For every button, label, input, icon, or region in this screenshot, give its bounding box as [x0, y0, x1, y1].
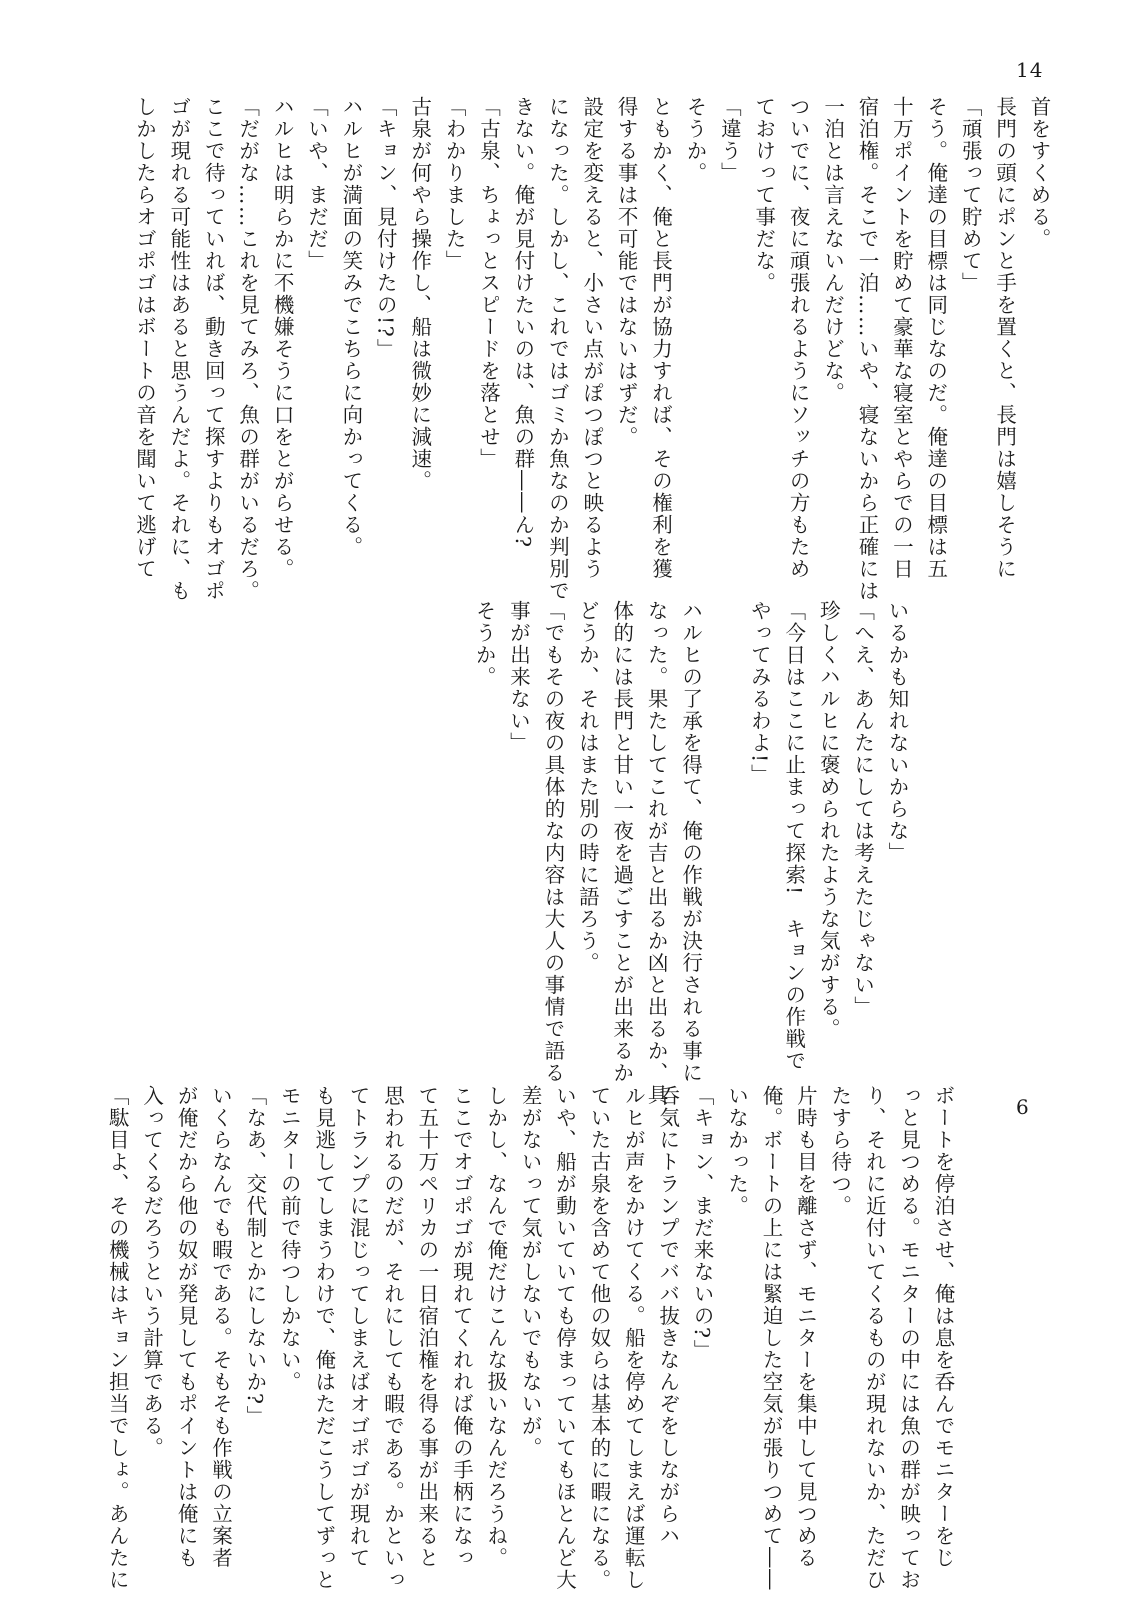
text-column: り、それに近付いてくるものが現れないか、ただひ: [862, 1085, 887, 1591]
text-column: っと見つめる。モニターの中には魚の群が映ってお: [896, 1085, 921, 1591]
text-column: そうか。: [472, 600, 497, 688]
text-column: 「古泉、ちょっとスピードを落とせ」: [476, 96, 501, 470]
text-column: しかし、なんで俺だけこんな扱いなんだろうね。: [483, 1085, 508, 1569]
text-column: なった。果たしてこれが吉と出るか凶と出るか、具: [644, 600, 669, 1106]
text-block-lower: [100, 1085, 960, 1591]
text-column: 差がないって気がしないでもないが。: [518, 1085, 543, 1459]
text-column: になった。しかし、これではゴミか魚なのか判別で: [545, 96, 570, 602]
text-column: 体的には長門と甘い一夜を過ごすことが出来るか: [609, 600, 634, 1084]
text-column: ここでオゴポゴが現れてくれれば俺の手柄になっ: [449, 1085, 474, 1569]
text-column: 「今日はここに止まって探索! キョンの作戦で: [781, 600, 806, 1072]
text-column: 首をすくめる。: [1027, 96, 1051, 250]
text-column: 「でもその夜の具体的な内容は大人の事情で語る: [540, 600, 565, 1084]
text-column: たすら待つ。: [827, 1085, 852, 1217]
text-column: も見逃してしまうわけで、俺はただこうしてずっと: [311, 1085, 336, 1591]
text-column: ゴが現れる可能性はあると思うんだよ。それに、も: [166, 96, 191, 602]
text-column: 長門の頭にポンと手を置くと、長門は嬉しそうに: [992, 96, 1017, 580]
text-column: てトランプに混じってしまえばオゴポゴが現れて: [346, 1085, 371, 1569]
text-column: 「違う」: [717, 96, 742, 184]
text-column: 呑気にトランプでババ抜きなんぞをしながらハ: [655, 1085, 680, 1547]
text-column: 「駄目よ、その機械はキョン担当でしょ。あんたに: [105, 1085, 130, 1591]
text-column: 「へえ、あんたにしては考えたじゃない」: [850, 600, 875, 1018]
text-column: 思われるのだが、それにしても暇である。かといっ: [380, 1085, 405, 1591]
text-column: 俺。ボートの上には緊迫した空気が張りつめて――: [758, 1085, 783, 1591]
text-column: 片時も目を離さず、モニターを集中して見つめる: [793, 1085, 818, 1569]
text-column: 「なあ、交代制とかにしないか?」: [242, 1085, 267, 1428]
text-column: 事が出来ない」: [506, 600, 531, 754]
text-column: が俺だから他の奴が発見してもポイントは俺にも: [174, 1085, 199, 1569]
text-column: ハルヒは明らかに不機嫌そうに口をとがらせる。: [270, 96, 295, 580]
text-column: いや、船が動いていても停まっていてもほとんど大: [552, 1085, 577, 1591]
text-column: いなかった。: [724, 1085, 749, 1217]
text-column: 得する事は不可能ではないはずだ。: [614, 96, 639, 448]
text-column: いるかも知れないからな」: [885, 600, 909, 864]
text-column: ボートを停泊させ、俺は息を呑んでモニターをじ: [931, 1085, 955, 1569]
text-block-upper: [127, 96, 1056, 602]
text-column: そう。俺達の目標は同じなのだ。俺達の目標は五: [923, 96, 948, 580]
text-column: て五十万ペリカの一日宿泊権を得る事が出来ると: [414, 1085, 439, 1569]
page-number-top: 14: [1016, 58, 1044, 82]
text-column: 珍しくハルヒに褒められたような気がする。: [816, 600, 841, 1040]
text-column: 「いや、まだだ」: [304, 96, 329, 272]
text-column: ここで待っていれば、動き回って探すよりもオゴポ: [201, 96, 226, 602]
text-block-middle: [467, 600, 914, 1106]
text-column: ルヒが声をかけてくる。船を停めてしまえば運転し: [621, 1085, 646, 1591]
text-column: 「わかりました」: [442, 96, 467, 272]
text-column: 「頑張って貯めて」: [958, 96, 983, 294]
text-column: ておけって事だな。: [751, 96, 776, 294]
text-column: [708, 600, 742, 1010]
text-column: どうか、それはまた別の時に語ろう。: [575, 600, 600, 974]
text-column: ともかく、俺と長門が協力すれば、その権利を獲: [648, 96, 673, 580]
text-column: いくらなんでも暇である。そもそも作戦の立案者: [208, 1085, 233, 1569]
text-column: ていた古泉を含めて他の奴らは基本的に暇になる。: [586, 1085, 611, 1591]
text-column: 「キョン、見付けたの!?」: [373, 96, 398, 361]
text-column: 「だがな……これを見てみろ、魚の群がいるだろ。: [235, 96, 260, 602]
text-column: そうか。: [682, 96, 707, 184]
text-column: きない。俺が見付けたいのは、魚の群――ん?: [510, 96, 535, 549]
text-column: 宿泊権。そこで一泊……いや、寝ないから正確には: [854, 96, 879, 602]
text-column: 設定を変えると、小さい点がぽつぽつと映るよう: [579, 96, 604, 580]
text-column: ハルヒが満面の笑みでこちらに向かってくる。: [338, 96, 363, 558]
text-column: しかしたらオゴポゴはボートの音を聞いて逃げて: [132, 96, 157, 580]
text-column: 「キョン、まだ来ないの?」: [690, 1085, 715, 1362]
text-column: 十万ポイントを貯めて豪華な寝室とやらでの一日: [889, 96, 914, 580]
text-column: やってみるわよ!」: [747, 600, 772, 786]
text-column: モニターの前で待つしかない。: [277, 1085, 302, 1393]
text-column: ついでに、夜に頑張れるようにソッチの方もため: [786, 96, 811, 580]
text-column: ハルヒの了承を得て、俺の作戦が決行される事に: [678, 600, 703, 1084]
page-number-middle: 6: [1016, 1095, 1030, 1119]
text-column: 入ってくるだろうという計算である。: [139, 1085, 164, 1459]
text-column: 古泉が何やら操作し、船は微妙に減速。: [407, 96, 432, 492]
text-column: 一泊とは言えないんだけどな。: [820, 96, 845, 404]
